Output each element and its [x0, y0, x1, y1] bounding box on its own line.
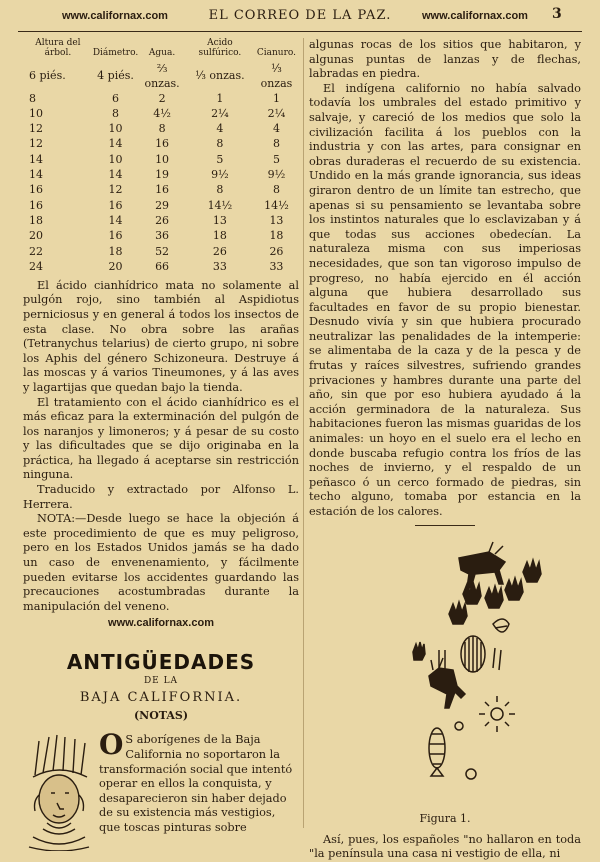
paragraph-acid-effects: El ácido cianhídrico mata no solamente al pulgón rojo, sino también al Aspidiotus perniciosus y en general á todos los insectos de esta clase. No obra sobre las arañas (Tetranychus telarius) de cierto grupo, ni sobre los Aphis del género Schizoneura. Destruye á las moscas y á varios Tineumones, y á las aves y lagartijas que quedan bajo la tienda.	[23, 278, 299, 394]
newspaper-title: EL CORREO DE LA PAZ.	[208, 8, 392, 23]
section-subtitle-dela: DE LA	[143, 675, 179, 686]
table-cell: 22	[29, 244, 43, 258]
table-cell: 16	[108, 229, 123, 243]
table-header-row	[23, 38, 299, 62]
table-cell: 8	[112, 106, 120, 120]
table-cell: 16	[29, 198, 43, 212]
table-cell: 12	[29, 122, 43, 136]
table-cell: 2	[158, 91, 166, 105]
paragraph-rocks: algunas rocas de los sitios que habitaron, y algunas puntas de lanzas y de flechas, labradas en piedra.	[309, 38, 581, 81]
table-cell: 10	[29, 106, 43, 120]
header-rule	[18, 31, 582, 32]
table-cell: 14	[108, 213, 123, 227]
table-cell: 14½	[264, 198, 289, 212]
table-cell: ⅔ onzas.	[144, 62, 180, 90]
rock-painting-figure	[309, 538, 581, 808]
table-row	[23, 152, 299, 167]
table-header: Agua.	[148, 48, 176, 58]
table-row	[23, 106, 299, 121]
indigenous-portrait-illustration	[23, 733, 95, 851]
paragraph-indigenous: El indígena californio no había salvado todavía los umbrales del estado primitivo y salvaje, y careció de los medios que solo la civilización facilita á los pueblos con la industria y con las artes, para consignar en obras duraderas el recuerdo de su existencia. Undido en la más grande ignorancia, sus ideas giraron dentro de un límite tan estrecho, que apenas si su pensamiento se levantaba sobre los instintos naturales que lo esclavizaban y á que todas sus acciones obedecían. La naturaleza misma con sus imperiosas necesidades, que son tan vigoroso impulso de progreso, no había ejercido en él acción alguna que hubiera desarrollado sus facultades en favor de su propio bienestar. Desnudo vivía y sin que hubiera procurado neutralizar las penalidades de la intemperie: se alimentaba de la caza y de la pesca y de frutas y raíces silvestres, sufriendo grandes privaciones y hambres durante una parte del año, sin que por eso hubiera ayudado á la acción germinadora de la naturaleza. Sus habitaciones fueron las mismas guaridas de los animales: un hoyo en el suelo era el lecho en donde buscaba refugio contra los fríos de las noches de invierno, y el respaldo de un peñasco ó un cerco formado de piedras, sin techo alguno, tomaba por estancia en la estación de los calores.	[309, 81, 581, 518]
figure-caption: Figura 1.	[419, 812, 471, 826]
table-cell: 16	[108, 198, 123, 212]
table-cell: 19	[155, 168, 170, 182]
table-cell: 5	[272, 152, 280, 166]
table-cell: 26	[155, 213, 170, 227]
table-row	[23, 229, 299, 244]
table-cell: 14	[29, 152, 43, 166]
table-cell: 8	[272, 137, 280, 151]
table-cell: 66	[155, 259, 170, 273]
article-opening	[23, 728, 299, 851]
opening-text	[99, 728, 299, 851]
table-cell: 33	[212, 259, 227, 273]
dropcap-letter: O	[99, 728, 124, 762]
table-cell: 6 piés.	[29, 69, 66, 83]
table-header: Acido sulfúrico.	[198, 38, 242, 58]
table-cell: 12	[108, 183, 123, 197]
table-header: Altura del árbol.	[35, 38, 81, 58]
table-row	[23, 198, 299, 213]
table-cell: ⅓ onzas.	[195, 69, 245, 83]
table-cell: 5	[216, 152, 224, 166]
header-url-right[interactable]: www.californax.com	[422, 10, 528, 22]
left-column	[23, 38, 299, 851]
section-title: ANTIGÜEDADES	[66, 650, 256, 674]
table-cell: 8	[158, 122, 166, 136]
table-cell: 16	[155, 183, 170, 197]
table-cell: 6	[112, 91, 120, 105]
table-cell: 13	[269, 213, 284, 227]
table-cell: 4½	[153, 106, 171, 120]
table-cell: 14	[108, 168, 123, 182]
table-cell: 10	[108, 122, 123, 136]
table-header: Diámetro.	[92, 48, 139, 58]
table-cell: 4	[272, 122, 280, 136]
table-cell: 16	[29, 183, 43, 197]
table-cell: 10	[155, 152, 170, 166]
table-cell: 13	[212, 213, 227, 227]
table-cell: 36	[155, 229, 170, 243]
table-cell: 18	[269, 229, 284, 243]
table-cell: 16	[155, 137, 170, 151]
right-column	[309, 38, 581, 862]
table-row	[23, 122, 299, 137]
table-cell: 29	[155, 198, 170, 212]
column-divider	[303, 38, 304, 828]
page-header	[0, 0, 600, 30]
table-row	[23, 91, 299, 106]
table-cell: 8	[29, 91, 36, 105]
table-row	[23, 62, 299, 91]
paragraph-treatment: El tratamiento con el ácido cianhídrico es el más eficaz para la exterminación del pulgón de los naranjos y limoneros; y á pesar de su costo y las dificultades que se dijo originaba en la práctica, ha llegado á aceptarse sin restricción ninguna.	[23, 395, 299, 482]
table-row	[23, 168, 299, 183]
table-cell: 52	[155, 244, 170, 258]
table-cell: 9½	[211, 168, 229, 182]
table-cell: 24	[29, 259, 43, 273]
table-cell: 8	[216, 183, 224, 197]
table-cell: 33	[269, 259, 284, 273]
table-cell: 8	[272, 183, 280, 197]
table-cell: 26	[212, 244, 227, 258]
table-cell: 4 piés.	[97, 69, 134, 83]
table-cell: 1	[216, 91, 224, 105]
table-cell: 10	[108, 152, 123, 166]
paragraph-translator: Traducido y extractado por Alfonso L. Herrera.	[23, 483, 299, 511]
table-cell: 1	[272, 91, 280, 105]
opening-paragraph: S aborígenes de la Baja California no soportaron la transformación social que intentó operar en ellos la conquista, y desaparecieron sin haber dejado de su existencia más vestigios, que toscas pinturas sobre	[99, 733, 293, 834]
paragraph-spaniards: Así, pues, los españoles "no hallaron en toda "la península una casa ni vestigio de ella, ni	[309, 832, 581, 861]
table-cell: 18	[212, 229, 227, 243]
table-cell: 20	[108, 259, 123, 273]
table-row	[23, 137, 299, 152]
table-cell: 26	[269, 244, 284, 258]
table-header: Cianuro.	[256, 48, 297, 58]
table-cell: 12	[29, 137, 43, 151]
table-cell: 4	[216, 122, 224, 136]
cyanide-table	[23, 38, 299, 275]
table-row	[23, 244, 299, 259]
page-number: 3	[552, 6, 562, 22]
table-cell: 14½	[207, 198, 233, 212]
header-url-left[interactable]: www.californax.com	[62, 10, 168, 22]
section-rule	[415, 525, 475, 526]
table-row	[23, 183, 299, 198]
table-row	[23, 259, 299, 274]
table-cell: 18	[108, 244, 123, 258]
table-cell: 20	[29, 229, 43, 243]
table-cell: 8	[216, 137, 224, 151]
table-cell: 14	[29, 168, 43, 182]
table-cell: 18	[29, 213, 43, 227]
table-cell: 2¼	[267, 106, 286, 120]
paragraph-note: NOTA:—Desde luego se hace la objeción á este procedimiento de que es muy peligroso, pero en los Estados Unidos jamás se ha dado un caso de envenenamiento, y fácilmente pueden evitarse los accidentes guardando las precauciones acostumbradas durante la manipulación del veneno.	[23, 512, 299, 613]
section-subtitle-notes: (NOTAS)	[133, 708, 189, 722]
table-cell: 2¼	[211, 106, 229, 120]
table-cell: 9½	[267, 168, 286, 182]
table-cell: ⅓ onzas	[260, 62, 293, 90]
section-subtitle-region: BAJA CALIFORNIA.	[79, 690, 243, 706]
table-cell: 14	[108, 137, 123, 151]
middle-url[interactable]: www.californax.com	[108, 617, 214, 630]
table-row	[23, 214, 299, 229]
